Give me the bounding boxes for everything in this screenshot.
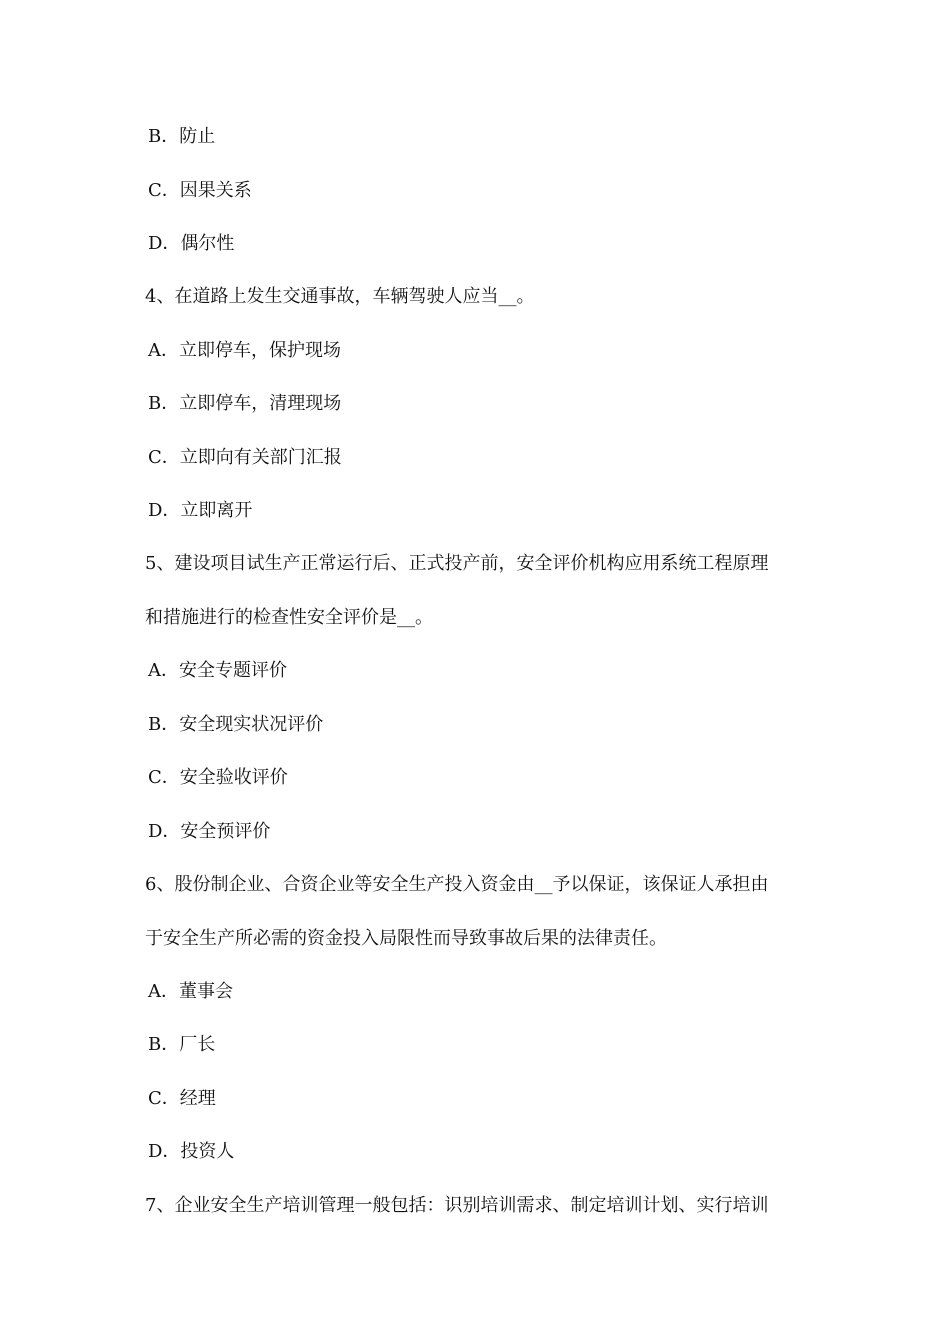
option-b-q6: B．厂长 bbox=[148, 1034, 216, 1055]
question-6-line-1: 6、股份制企业、合资企业等安全生产投入资金由__予以保证，该保证人承担由 bbox=[145, 874, 769, 895]
option-d-q6: D．投资人 bbox=[148, 1141, 235, 1162]
option-c-q3: C．因果关系 bbox=[148, 180, 252, 201]
option-b-q4: B．立即停车，清理现场 bbox=[148, 393, 342, 414]
option-b-q5: B．安全现实状况评价 bbox=[148, 714, 324, 735]
question-5-line-1: 5、建设项目试生产正常运行后、正式投产前，安全评价机构应用系统工程原理 bbox=[145, 553, 769, 574]
option-c-q4: C．立即向有关部门汇报 bbox=[148, 447, 342, 468]
option-a-q5: A．安全专题评价 bbox=[148, 660, 287, 681]
option-b-q3: B．防止 bbox=[148, 126, 216, 147]
option-a-q4: A．立即停车，保护现场 bbox=[148, 340, 341, 361]
option-a-q6: A．董事会 bbox=[148, 981, 233, 1002]
option-d-q4: D．立即离开 bbox=[148, 500, 253, 521]
question-6-line-2: 于安全生产所必需的资金投入局限性而导致事故后果的法律责任。 bbox=[145, 928, 667, 949]
option-c-q5: C．安全验收评价 bbox=[148, 767, 288, 788]
question-5-line-2: 和措施进行的检查性安全评价是__。 bbox=[145, 607, 433, 628]
question-7-line-1: 7、企业安全生产培训管理一般包括：识别培训需求、制定培训计划、实行培训 bbox=[145, 1195, 769, 1216]
option-d-q3: D．偶尔性 bbox=[148, 233, 235, 254]
question-4: 4、在道路上发生交通事故，车辆驾驶人应当__。 bbox=[145, 286, 535, 307]
option-d-q5: D．安全预评价 bbox=[148, 821, 271, 842]
option-c-q6: C．经理 bbox=[148, 1088, 216, 1109]
